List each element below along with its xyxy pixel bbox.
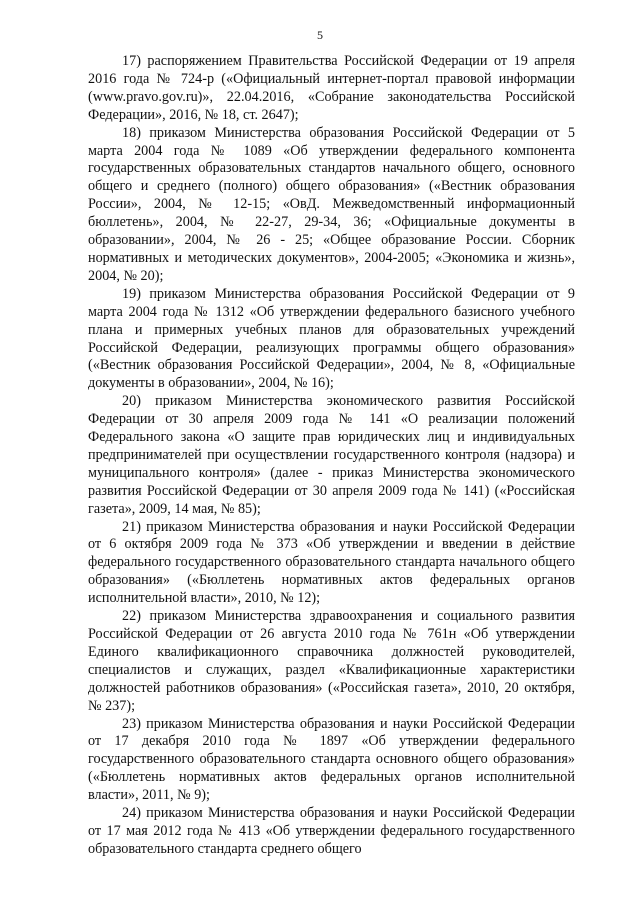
list-item: 20) приказом Министерства экономического развития Российской Федерации от 30 апреля 2009 года № 141 «О реализации положений Федерального закона «О защите прав юридических лиц и индивидуальных предпринимателей при осуществлении государственного контроля (надзора) и муниципального контроля» (далее - приказ Министерства экономического развития Российской Федерации от 30 апреля 2009 года № 141) («Российская газета», 2009, 14 мая, № 85); bbox=[88, 393, 575, 517]
list-item: 23) приказом Министерства образования и науки Российской Федерации от 17 декабря 2010 года № 1897 «Об утверждении федерального государственного образовательного стандарта основного общего образования» («Бюллетень нормативных актов федеральных органов исполнительной власти», 2011, № 9); bbox=[88, 715, 575, 804]
list-item: 17) распоряжением Правительства Российской Федерации от 19 апреля 2016 года № 724-р («Официальный интернет-портал правовой информации (www.pravo.gov.ru)», 22.04.2016, «Собрание законодательства Российской Федерации», 2016, № 18, ст. 2647); bbox=[88, 53, 575, 123]
list-item: 19) приказом Министерства образования Российской Федерации от 9 марта 2004 года № 1312 «Об утверждении федерального базисного учебного плана и примерных учебных планов для образовательных учреждений Российской Федерации, реализующих программы общего образования» («Вестник образования Российской Федерации», 2004, № 8, «Официальные документы в образовании», 2004, № 16); bbox=[88, 285, 575, 392]
list-item: 18) приказом Министерства образования Российской Федерации от 5 марта 2004 года № 1089 «Об утверждении федерального компонента государственных образовательных стандартов начального общего, основного общего и среднего (полного) общего образования» («Вестник образования России», 2004, № 12-15; «ОвД. Межведомственный информационный бюллетень», 2004, № 22-27, 29-34, 36; «Официальные документы в образовании», 2004, № 26 - 25; «Общее образование России. Сборник нормативных и методических документов», 2004-2005; «Экономика и жизнь», 2004, № 20); bbox=[88, 124, 575, 284]
page-number: 5 bbox=[317, 28, 323, 42]
list-item: 22) приказом Министерства здравоохранения и социального развития Российской Федерации от 26 августа 2010 года № 761н «Об утверждении Единого квалификационного справочника должностей руководителей, специалистов и служащих, раздел «Квалификационные характеристики должностей работников образования» («Российская газета», 2010, 20 октября, № 237); bbox=[88, 608, 575, 714]
list-item: 21) приказом Министерства образования и науки Российской Федерации от 6 октября 2009 года № 373 «Об утверждении и введении в действие федерального государственного образовательного стандарта начального общего образования» («Бюллетень нормативных актов федеральных органов исполнительной власти», 2010, № 12); bbox=[88, 518, 575, 607]
list-item: 24) приказом Министерства образования и науки Российской Федерации от 17 мая 2012 года № 413 «Об утверждении федерального государственного образовательного стандарта среднего общего bbox=[88, 805, 575, 857]
document-body bbox=[88, 53, 575, 859]
